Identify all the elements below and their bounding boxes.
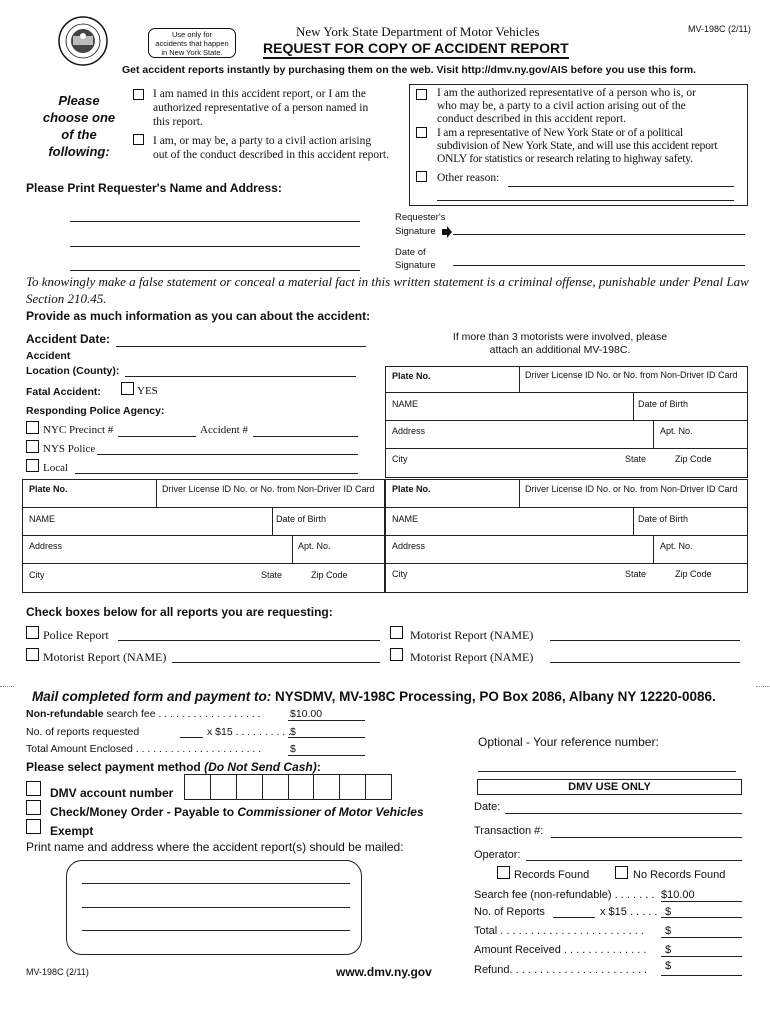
motorist-report-1-checkbox[interactable] (390, 626, 403, 639)
cut-mark-left (0, 686, 14, 687)
no-records-found-label: No Records Found (633, 869, 726, 881)
dmv-search-fee-value: $10.00 (661, 889, 695, 901)
mailing-line-2[interactable] (82, 907, 350, 908)
m3-address-label: Address (392, 541, 426, 551)
accident-location-line[interactable] (125, 376, 356, 377)
records-found-label: Records Found (514, 869, 590, 881)
dmv-reports-dollar: $ (665, 906, 672, 918)
dmv-operator-label: Operator: (474, 849, 521, 861)
option-named-l2: authorized representative of a person named in (153, 102, 369, 114)
location-l2: Location (County): (26, 365, 120, 377)
m1-city-label: City (392, 454, 408, 464)
requester-heading: Please Print Requester's Name and Address: (26, 181, 282, 195)
accident-no-line[interactable] (253, 436, 358, 437)
fatal-yes-checkbox[interactable] (121, 382, 134, 395)
motorist-report-3-checkbox[interactable] (390, 648, 403, 661)
signature-label (395, 211, 445, 239)
accident-date-label: Accident Date: (26, 332, 111, 346)
dmv-refund-line (661, 975, 742, 976)
nyc-precinct-line[interactable] (118, 436, 196, 437)
choose-prompt (34, 92, 124, 160)
m2-license-label: Driver License ID No. or No. from Non-Driver ID Card (162, 484, 375, 494)
payment-heading-text: Please select payment method (26, 760, 205, 774)
use-only-line3: in New York State. (161, 48, 223, 57)
footer-website[interactable]: www.dmv.ny.gov (336, 965, 432, 979)
mailing-line-3[interactable] (82, 930, 350, 931)
local-line[interactable] (75, 473, 358, 474)
motorist-report-1-label: Motorist Report (NAME) (410, 628, 534, 642)
m2-apt-label: Apt. No. (298, 541, 331, 551)
option-civil-l2: out of the conduct described in this accident report. (153, 149, 389, 161)
m3-zip-label: Zip Code (675, 569, 712, 579)
dmv-num-reports-fee: x $15 . . . . . (600, 906, 658, 918)
choose-line2: choose one (42, 110, 116, 125)
dmv-account-checkbox[interactable] (26, 781, 41, 796)
dmv-search-fee-line (661, 901, 742, 902)
nyc-precinct-checkbox[interactable] (26, 421, 39, 434)
m2-state-label: State (261, 570, 283, 580)
other-reason-line-1[interactable] (508, 186, 734, 187)
dmv-account-label: DMV account number (50, 786, 174, 800)
reference-line[interactable] (478, 771, 736, 772)
option-nys-l3: ONLY for statistics or research relating to highway safety. (437, 153, 693, 165)
total-dollar: $ (290, 743, 296, 755)
m3-name-label: NAME (392, 514, 419, 524)
dmv-operator-line (526, 860, 742, 861)
use-only-line1: Use only for (171, 30, 213, 39)
nys-police-line[interactable] (97, 454, 358, 455)
m1-dob-label: Date of Birth (638, 399, 689, 409)
dmv-reports-amount-line (661, 917, 742, 918)
option-named-text (153, 87, 368, 129)
m3-city-label: City (392, 569, 408, 579)
m1-plate-label: Plate No. (392, 371, 431, 381)
police-report-checkbox[interactable] (26, 626, 39, 639)
reports-amount-line[interactable] (288, 737, 365, 738)
signature-line[interactable] (453, 234, 745, 235)
dmv-date-line (505, 813, 742, 814)
agency-name: New York State Department of Motor Vehicles (296, 24, 540, 39)
search-fee-label: search fee . . . . . . . . . . . . . . . . . . (103, 708, 261, 720)
more-motorists-l1: If more than 3 motorists were involved, please (452, 331, 668, 343)
num-reports-label: No. of reports requested (26, 726, 140, 738)
option-rep-l3: conduct described in this accident report. (437, 113, 627, 125)
option-nys-rep-text (437, 127, 717, 166)
search-fee-row (26, 708, 261, 720)
signature-label-l1: Requester's (395, 212, 446, 223)
mail-intro: Mail completed form and payment to: (32, 689, 272, 704)
option-rep-civil-text (437, 87, 696, 126)
signature-arrow-icon (442, 226, 452, 241)
dmv-date-label: Date: (474, 801, 501, 813)
no-records-found-checkbox (615, 866, 628, 879)
choose-line3: of the (61, 127, 97, 142)
dmv-refund-label: Refund. . . . . . . . . . . . . . . . . . . . . . . (474, 964, 647, 976)
m3-license-label: Driver License ID No. or No. from Non-Driver ID Card (525, 484, 738, 494)
dmv-num-reports-line (553, 917, 595, 918)
check-prefix: Check/Money Order - Payable to (50, 805, 238, 819)
mail-address: NYSDMV, MV-198C Processing, PO Box 2086, Albany NY 12220-0086. (275, 689, 716, 704)
option-named-l3: this report. (153, 116, 203, 128)
fatal-yes-label: YES (137, 385, 158, 397)
dmv-num-reports-label: No. of Reports (474, 906, 545, 918)
option-civil-l1: I am, or may be, a party to a civil action arising (153, 135, 372, 147)
dmv-total-label: Total . . . . . . . . . . . . . . . . . . . . . . . . (474, 925, 644, 937)
cut-mark-right (756, 686, 770, 687)
option-rep-l2: who may be, a party to a civil action arising out of the (437, 100, 686, 112)
dmv-received-dollar: $ (665, 944, 672, 956)
local-checkbox[interactable] (26, 459, 39, 472)
motorist-report-1-line[interactable] (550, 640, 740, 641)
requester-line-3[interactable] (70, 270, 360, 271)
other-reason-line-2[interactable] (437, 200, 734, 201)
reports-dollar: $ (290, 726, 296, 738)
payment-colon: : (316, 760, 321, 774)
m2-dob-label: Date of Birth (276, 514, 327, 524)
accident-no-label: Accident # (200, 424, 248, 436)
search-fee-value: $10.00 (290, 708, 323, 720)
footer-form-code: MV-198C (2/11) (26, 967, 89, 977)
option-other-label: Other reason: (437, 172, 500, 184)
local-label: Local (43, 462, 69, 474)
accident-date-line[interactable] (116, 346, 366, 347)
option-civil-party-text (153, 134, 389, 162)
option-nys-l1: I am a representative of New York State or of a political (437, 127, 683, 139)
print-mailing-label: Print name and address where the accident report(s) should be mailed: (26, 840, 404, 854)
motorist-report-2-label: Motorist Report (NAME) (43, 650, 167, 664)
total-enclosed-line[interactable] (288, 755, 365, 756)
form-title: REQUEST FOR COPY OF ACCIDENT REPORT (263, 40, 569, 59)
check-payee: Commissioner of Motor Vehicles (237, 805, 424, 819)
dmv-use-only-title: DMV USE ONLY (477, 779, 742, 795)
fatal-label: Fatal Accident: (26, 386, 101, 398)
police-report-line[interactable] (118, 640, 380, 641)
police-report-label: Police Report (43, 628, 109, 642)
dmv-received-line (661, 956, 742, 957)
use-only-note (148, 28, 236, 58)
choose-line1: Please (58, 93, 100, 108)
payment-note: (Do Not Send Cash) (204, 760, 317, 774)
num-reports-fee: x $15 . . . . . . . . . . (207, 726, 292, 738)
date-signature-line[interactable] (453, 265, 745, 266)
use-only-line2: accidents that happen (155, 39, 229, 48)
m3-state-label: State (625, 569, 647, 579)
m3-dob-label: Date of Birth (638, 514, 689, 524)
dmv-search-fee-label: Search fee (non-refundable) . . . . . . . (474, 889, 655, 901)
form-code-top: MV-198C (2/11) (688, 24, 751, 34)
mailing-line-1[interactable] (82, 883, 350, 884)
location-l1: Accident (26, 350, 71, 362)
option-civil-party-checkbox[interactable] (133, 134, 144, 145)
m2-plate-label: Plate No. (29, 484, 68, 494)
m1-apt-label: Apt. No. (660, 426, 693, 436)
exempt-label: Exempt (50, 824, 94, 838)
dmv-amount-received-label: Amount Received . . . . . . . . . . . . . . (474, 944, 647, 956)
requester-line-1[interactable] (70, 221, 360, 222)
accident-heading: Provide as much information as you can about the accident: (26, 309, 371, 323)
payment-heading (26, 760, 321, 774)
choose-line4: following: (48, 144, 110, 159)
records-found-checkbox (497, 866, 510, 879)
false-statement-warning: To knowingly make a false statement or conceal a material fact in this written statement is a criminal offense, punishable under Penal Law Section 210.45. (26, 274, 749, 306)
date-signature-l2: Signature (395, 260, 436, 271)
mail-instructions (32, 689, 716, 704)
date-signature-label (395, 246, 436, 272)
check-money-order-checkbox[interactable] (26, 800, 41, 815)
dmv-total-dollar: $ (665, 925, 672, 937)
option-named-l1: I am named in this accident report, or I am the (153, 88, 366, 100)
m1-license-label: Driver License ID No. or No. from Non-Driver ID Card (525, 370, 738, 380)
m3-apt-label: Apt. No. (660, 541, 693, 551)
reports-heading: Check boxes below for all reports you are requesting: (26, 605, 333, 619)
dmv-transaction-line (551, 837, 742, 838)
option-nys-rep-checkbox[interactable] (416, 127, 427, 138)
nonrefundable-label: Non-refundable (26, 708, 104, 720)
police-agency-label: Responding Police Agency: (26, 405, 165, 417)
motorist-report-3-label: Motorist Report (NAME) (410, 650, 534, 664)
dmv-total-line (661, 937, 742, 938)
motorist-report-3-line[interactable] (550, 662, 740, 663)
m1-address-label: Address (392, 426, 426, 436)
dmv-transaction-label: Transaction #: (474, 825, 544, 837)
total-enclosed-label: Total Amount Enclosed . . . . . . . . . . . . . . . . . . . . . . (26, 743, 262, 755)
m2-address-label: Address (29, 541, 63, 551)
m3-plate-label: Plate No. (392, 484, 431, 494)
motorist-report-2-checkbox[interactable] (26, 648, 39, 661)
m1-name-label: NAME (392, 399, 419, 409)
web-notice: Get accident reports instantly by purchasing them on the web. Visit http://dmv.ny.gov/AIS before you use this form. (122, 64, 697, 76)
nys-police-label: NYS Police (43, 443, 96, 455)
search-fee-line (288, 720, 365, 721)
date-signature-l1: Date of (395, 247, 426, 258)
m2-name-label: NAME (29, 514, 56, 524)
nys-police-checkbox[interactable] (26, 440, 39, 453)
reference-label: Optional - Your reference number: (478, 735, 659, 749)
option-nys-l2: subdivision of New York State, and will use this accident report (437, 140, 718, 152)
num-reports-line[interactable] (180, 737, 203, 738)
signature-label-l2: Signature (395, 226, 436, 237)
requester-line-2[interactable] (70, 246, 360, 247)
option-rep-l1: I am the authorized representative of a person who is, or (437, 87, 696, 99)
m2-zip-label: Zip Code (311, 570, 348, 580)
m2-city-label: City (29, 570, 45, 580)
nys-seal (58, 16, 108, 66)
option-named-checkbox[interactable] (133, 89, 144, 100)
dmv-refund-dollar: $ (665, 960, 672, 972)
check-money-order-label (50, 805, 424, 819)
option-rep-civil-checkbox[interactable] (416, 89, 427, 100)
dmv-account-number-boxes[interactable] (184, 774, 392, 800)
more-motorists-l2: attach an additional MV-198C. (489, 344, 631, 356)
m1-zip-label: Zip Code (675, 454, 712, 464)
m1-state-label: State (625, 454, 647, 464)
option-other-checkbox[interactable] (416, 171, 427, 182)
exempt-checkbox[interactable] (26, 819, 41, 834)
nyc-precinct-label: NYC Precinct # (43, 424, 114, 436)
accident-location-label (26, 349, 119, 379)
motorist-report-2-line[interactable] (172, 662, 380, 663)
more-motorists-note (410, 331, 710, 357)
